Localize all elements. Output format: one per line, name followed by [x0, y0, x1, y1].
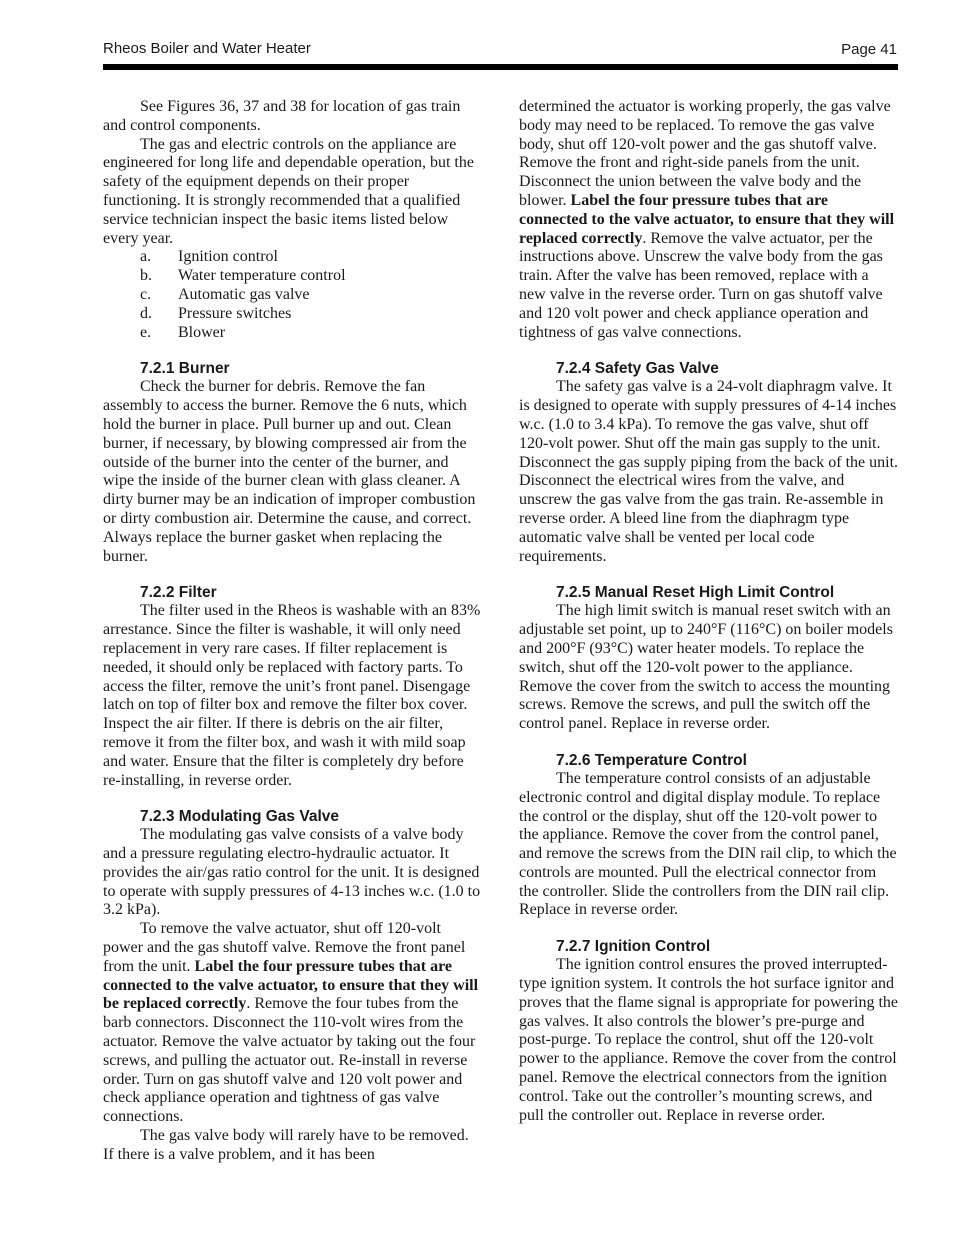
list-item: c. Automatic gas valve [140, 285, 310, 303]
section-heading-high-limit: 7.2.5 Manual Reset High Limit Control [556, 584, 835, 602]
burner-paragraph: Check the burner for debris. Remove the fan assembly to access the burner. Remove the 6 nuts, which hold the burner in place. Pull burner up and out. Clean burner, if necessary, by blowing compressed air from the outside of the burner into the center of the burner, and wipe the inside of the burner clean with glass cleaner. A dirty burner may be an indication of improper combustion or dirty combustion air. Determine the cause, and correct. Always replace the burner gasket when replacing the burner. [103, 378, 476, 565]
list-item: d. Pressure switches [140, 304, 292, 322]
filter-paragraph: The filter used in the Rheos is washable with an 83% arrestance. Since the filter is washable, it will only need replacement in very rare cases. If filter replacement is needed, it should only be replaced with factory parts. To access the filter, remove the unit’s front panel. Disengage latch on top of filter box and remove the filter box cover. Inspect the air filter. If there is debris on the air filter, remove it from the filter box, and wash it with mild soap and water. Ensure that the filter is completely dry before re-installing, in reverse order. [103, 602, 481, 789]
list-item: b. Water temperature control [140, 267, 346, 285]
inspection-list [103, 248, 481, 342]
warning-label-tubes-valve-body: Label the four pressure tubes that are connected to the valve actuator, to ensure that they will replaced correctly [519, 191, 895, 247]
section-heading-modulating-gas-valve: 7.2.3 Modulating Gas Valve [140, 808, 339, 826]
list-item: e. Blower [140, 323, 226, 341]
section-heading-safety-gas-valve: 7.2.4 Safety Gas Valve [556, 360, 719, 378]
temperature-control-paragraph: The temperature control consists of an adjustable electronic control and digital display module. To replace the control or the display, shut off the 120-volt power to the appliance. Remove the cover from the control panel, and remove the screws from the DIN rail clip, to which the controls are mounted. Pull the electrical connector from the controller. Slide the controllers from the DIN rail clip. Replace in reverse order. [519, 769, 897, 919]
list-item: a. Ignition control [140, 248, 278, 266]
section-heading-burner: 7.2.1 Burner [140, 360, 230, 378]
modulating-paragraph-actuator-removal: To remove the valve actuator, shut off 120-volt power and the gas shutoff valve. Remove the front panel from the unit. Label the four pressure tubes that are connected to the valve actuator, to ensure that they will be replaced correctly. Remove the four tubes from the barb connectors. Disconnect the 110-volt wires from the actuator. Remove the valve actuator by taking out the four screws, and pulling the actuator out. Re-install in reverse order. Turn on gas shutoff valve and 120 volt power and check appliance operation and tightness of gas valve connections. [103, 920, 479, 1126]
section-heading-ignition-control: 7.2.7 Ignition Control [556, 938, 711, 956]
header-rule [103, 64, 898, 70]
modulating-paragraph-description: The modulating gas valve consists of a valve body and a pressure regulating electro-hydraulic actuator. It provides the air/gas ratio control for the unit. It is designed to operate with supply pressures of 4-13 inches w.c. (1.0 to 3.2 kPa). [103, 826, 481, 919]
safety-gas-valve-paragraph: The safety gas valve is a 24-volt diaphragm valve. It is designed to operate with supply pressures of 4-14 inches w.c. (1.0 to 3.4 kPa). To remove the gas valve, shut off 120-volt power. Shut off the main gas supply to the unit. Disconnect the gas supply piping from the back of the unit. Disconnect the electrical wires from the valve, and unscrew the gas valve from the gas train. Re-assemble in reverse order. A bleed line from the diaphragm type automatic valve shall be vented per local code requirements. [519, 378, 899, 565]
warning-label-tubes: Label the four pressure tubes that are connected to the valve actuator, to ensure that they will be replaced correctly [103, 957, 479, 1013]
left-column [103, 98, 481, 1165]
intro-paragraph-inspection: The gas and electric controls on the appliance are engineered for long life and dependable operation, but the safety of the equipment depends on their proper functioning. It is strongly recommended that a qualified service technician inspect the basic items listed below every year. [103, 135, 474, 247]
intro-paragraph-figures: See Figures 36, 37 and 38 for location of gas train and control components. [103, 98, 461, 134]
modulating-paragraph-valve-body: The gas valve body will rarely have to be removed. If there is a valve problem, and it has been [103, 1127, 469, 1163]
running-header-title: Rheos Boiler and Water Heater [103, 40, 311, 57]
modulating-paragraph-valve-body-continued: determined the actuator is working properly, the gas valve body may need to be replaced. To remove the gas valve body, shut off 120-volt power and the gas shutoff valve. Remove the front and right-side panels from the unit. Disconnect the union between the valve body and the blower. Label the four pressure tubes that are connected to the valve actuator, to ensure that they will replaced correctly. Remove the valve actuator, per the instructions above. Unscrew the valve body from the gas train. After the valve has been removed, replace with a new valve in the reverse order. Turn on gas shutoff valve and 120 volt power and check appliance operation and tightness of gas valve connections. [519, 98, 895, 341]
page-number: Page 41 [841, 41, 897, 58]
high-limit-paragraph: The high limit switch is manual reset switch with an adjustable set point, up to 240°F (116°C) on boiler models and 200°F (93°C) water heater models. To replace the switch, shut off the 120-volt power to the appliance. Remove the cover from the switch to access the mounting screws. Remove the screws, and pull the switch off the control panel. Replace in reverse order. [519, 602, 893, 733]
section-heading-filter: 7.2.2 Filter [140, 584, 217, 602]
ignition-control-paragraph: The ignition control ensures the proved interrupted-type ignition system. It controls the hot surface ignitor and proves that the flame signal is appropriate for powering the gas valves. It also controls the blower’s pre-purge and post-purge. To replace the control, shut off the 120-volt power to the appliance. Remove the cover from the control panel. Remove the electrical connectors from the ignition control. Take out the controller’s mounting screws, and pull the controller out. Replace in reverse order. [519, 956, 898, 1124]
section-heading-temperature-control: 7.2.6 Temperature Control [556, 751, 747, 769]
right-column [519, 98, 899, 1125]
